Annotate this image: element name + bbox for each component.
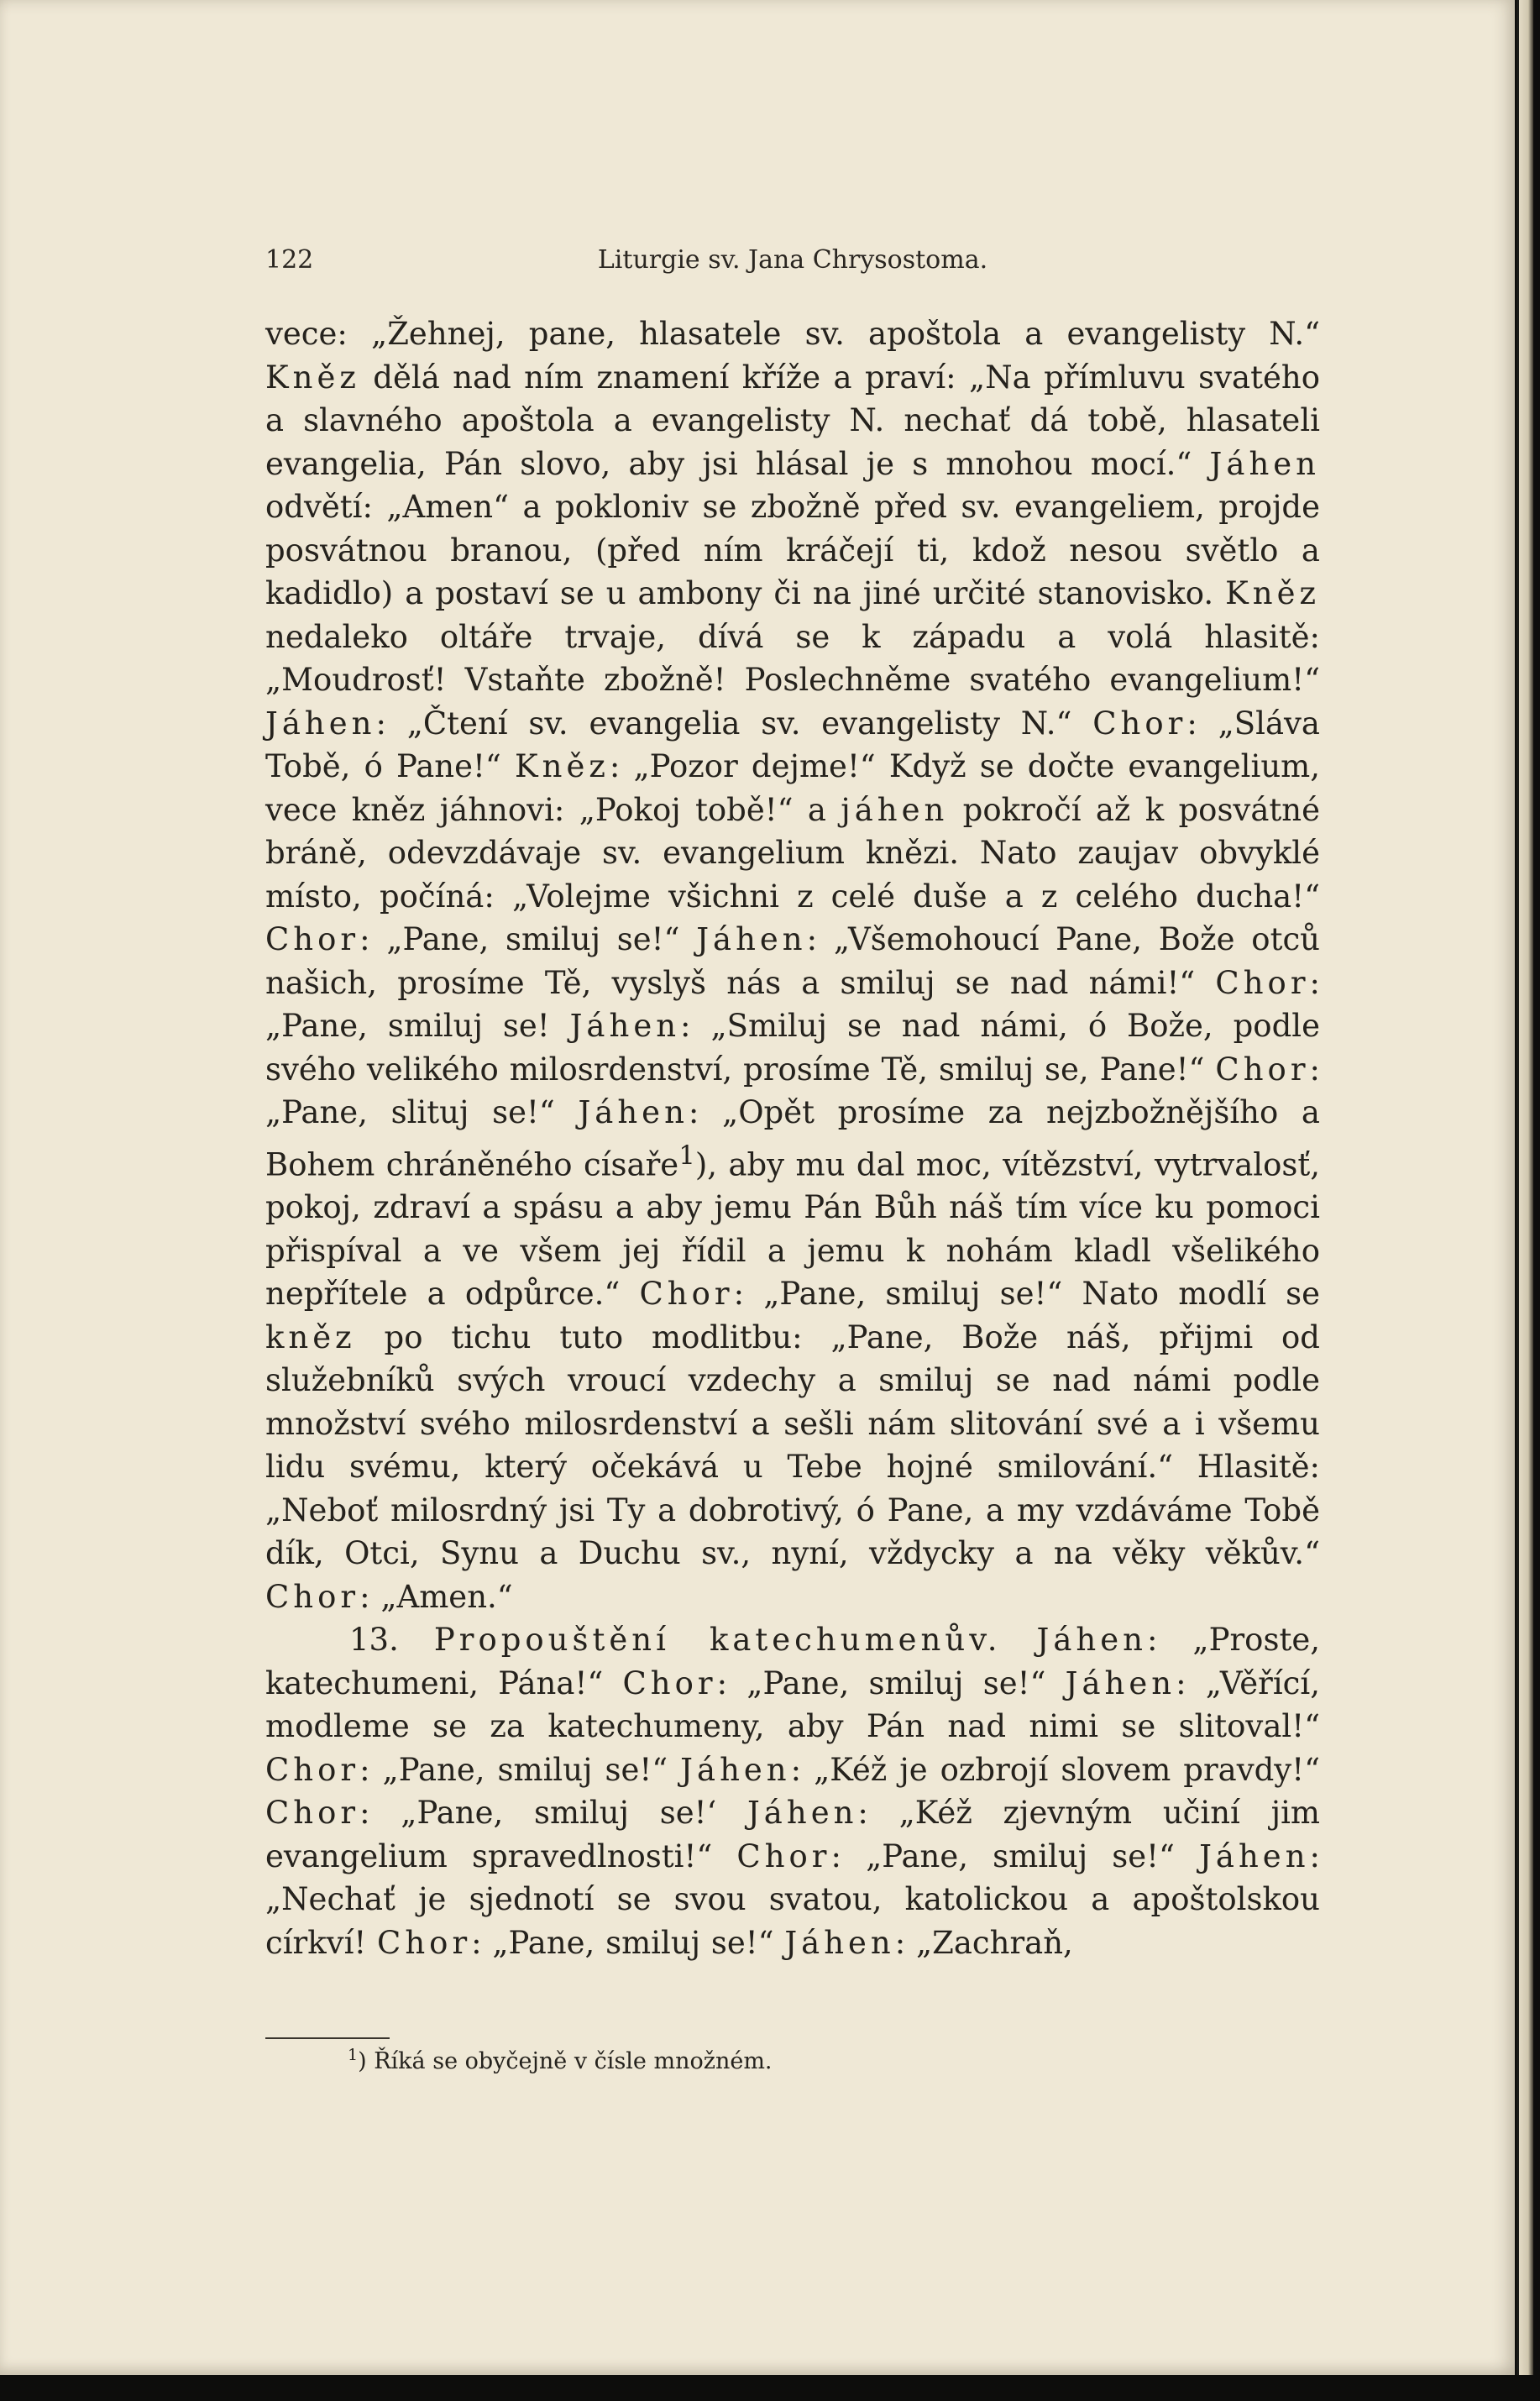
body-text — [265, 312, 1320, 1964]
text-run: : „Pane, smiluj se!‘ — [359, 1795, 747, 1832]
speaker-label: Jáhen — [265, 705, 376, 742]
text-run: ), aby mu dal moc, vítězství, vytrvalosť, pokoj, zdraví a spásu a aby jemu Pán Bůh náš tím více ku pomoci přispíval a ve všem jej řídil a jemu k nohám kladl všelikého nepřítele a odpůrce.“ — [265, 1145, 1320, 1313]
text-run: pokročí až k posvátné bráně, odevzdávaje sv. evangelium knězi. Nato zaujav obvyklé místo, počíná: „Volejme všichni z celé duše a z celého ducha!“ — [265, 791, 1320, 915]
text-run: nedaleko oltáře trvaje, dívá se k západu a volá hlasitě: „Moudrosť! Vstaňte zbožně! Poslechněme svatého evangelium!“ — [265, 618, 1320, 698]
speaker-label: Chor — [622, 1664, 717, 1701]
speaker-label: Chor — [736, 1837, 831, 1874]
speaker-label: Chor — [265, 1578, 360, 1615]
speaker-label: Chor — [639, 1276, 734, 1313]
speaker-label: Jáhen — [696, 921, 807, 957]
speaker-label: Jáhen — [569, 1008, 681, 1044]
footnote-reference: 1 — [678, 1140, 695, 1171]
text-run: : „Smiluj se nad námi, ó Bože, podle svého velikého milosrdenství, prosíme Tě, smiluj se, Pane!“ — [265, 1008, 1320, 1088]
speaker-label: Kněz — [1225, 575, 1320, 611]
speaker-label: Jáhen — [1199, 1837, 1310, 1874]
page-edge — [1516, 0, 1533, 2375]
text-run: : „Čtení sv. evangelia sv. evangelisty N.“ — [375, 705, 1093, 742]
text-run: vece: „Žehnej, pane, hlasatele sv. apoštola a evangelisty N.“ — [265, 316, 1320, 352]
section-number: 13. — [349, 1622, 434, 1659]
text-run: : „Kéž zjevným učiní jim evangelium spravedlnosti!“ — [265, 1795, 1320, 1874]
speaker-label: Jáhen — [1065, 1664, 1176, 1701]
speaker-label: jáhen — [841, 791, 949, 828]
paragraph-gospel-reading — [265, 312, 1320, 1618]
speaker-label: Chor — [265, 1751, 360, 1788]
text-run: po tichu tuto modlitbu: „Pane, Bože náš, přijmi od služebníků svých vroucí vzdechy a smiluj se nad námi podle množství svého milosrdenství a sešli nám slitování své a i všemu lidu svému, který očekává u Tebe hojné smilování.“ Hlasitě: „Neboť milosrdný jsi Ty a dobrotivý, ó Pane, a my vzdáváme Tobě dík, Otci, Synu a Duchu sv., nyní, vždycky a na věky věkův.“ — [265, 1318, 1320, 1572]
section-heading: Propouštění katechumenův. — [433, 1622, 1002, 1659]
footnote-rule — [265, 2037, 390, 2039]
text-run: : „Pane, smiluj se!“ — [830, 1837, 1200, 1874]
speaker-label: Chor — [1215, 1051, 1310, 1088]
speaker-label: Kněz — [514, 748, 610, 784]
speaker-label: Chor — [1092, 705, 1187, 742]
text-run: odvětí: „Amen“ a pokloniv se zbožně před sv. evangeliem, projde posvátnou branou, (před ním kráčejí ti, kdož nesou světlo a kadidlo) a postaví se u ambony či na jiné určité stanovisko. — [265, 489, 1320, 611]
text-run: : „Pane, slituj se!“ — [265, 1051, 1320, 1130]
text-run: : „Pane, smiluj se!“ — [471, 1924, 785, 1961]
text-run: : „Všemohoucí Pane, Bože otců našich, prosíme Tě, vyslyš nás a smiluj se nad námi!“ — [265, 921, 1320, 1001]
text-run: dělá nad ním znamení kříže a praví: „Na přímluvu svatého a slavného apoštola a evangelisty N. nechať dá tobě, hlasateli evangelia, Pán slovo, aby jsi hlásal je s mnohou mocí.“ — [265, 359, 1320, 482]
speaker-label: Kněz — [265, 359, 360, 396]
text-run: : „Opět prosíme za nejzbožnějšího a Bohem chráněného císaře — [265, 1094, 1320, 1182]
speaker-label: Jáhen — [680, 1751, 791, 1788]
text-run: : „Nechať je sjednotí se svou svatou, katolickou a apoštolskou církví! — [265, 1837, 1320, 1961]
text-run — [1001, 1622, 1036, 1658]
footnote-text: ) Říká se obyčejně v čísle množném. — [358, 2048, 773, 2074]
text-run: : „Amen.“ — [359, 1578, 513, 1615]
speaker-label: Jáhen — [1036, 1622, 1147, 1659]
running-head — [265, 245, 1320, 279]
speaker-label: kněz — [265, 1318, 356, 1355]
text-run: : „Kéž je ozbrojí slovem pravdy!“ — [790, 1751, 1320, 1788]
speaker-label: Jáhen — [746, 1795, 858, 1832]
running-title: Liturgie sv. Jana Chrysostoma. — [597, 245, 988, 275]
text-run: : „Zachraň, — [894, 1924, 1073, 1961]
paragraph-dismissal-of-catechumens — [265, 1618, 1320, 1964]
text-run: : „Pane, smiluj se!“ — [359, 1751, 681, 1788]
page-number: 122 — [265, 245, 314, 275]
footnote-marker: 1 — [348, 2046, 359, 2064]
speaker-label: Chor — [265, 921, 360, 957]
speaker-label: Jáhen — [784, 1924, 895, 1961]
text-run: : „Pane, smiluj se!“ Nato modlí se — [733, 1276, 1320, 1313]
text-run: : „Pane, smiluj se!“ — [359, 921, 697, 957]
speaker-label: Jáhen — [578, 1094, 689, 1130]
footnote — [348, 2046, 773, 2074]
text-run: : „Pane, smiluj se! — [265, 964, 1320, 1044]
text-run: : „Sláva Tobě, ó Pane!“ — [265, 705, 1320, 784]
text-run: : „Proste, katechumeni, Pána!“ — [265, 1622, 1320, 1701]
speaker-label: Jáhen — [1209, 445, 1320, 482]
text-run: : „Pozor dejme!“ Když se dočte evangelium, vece kněz jáhnovi: „Pokoj tobě!“ a — [265, 748, 1320, 828]
text-run: : „Věřící, modleme se za katechumeny, aby Pán nad nimi se slitoval!“ — [265, 1664, 1320, 1745]
speaker-label: Chor — [377, 1924, 472, 1961]
speaker-label: Chor — [265, 1795, 360, 1832]
speaker-label: Chor — [1215, 964, 1310, 1001]
text-run: : „Pane, smiluj se!“ — [716, 1664, 1066, 1701]
